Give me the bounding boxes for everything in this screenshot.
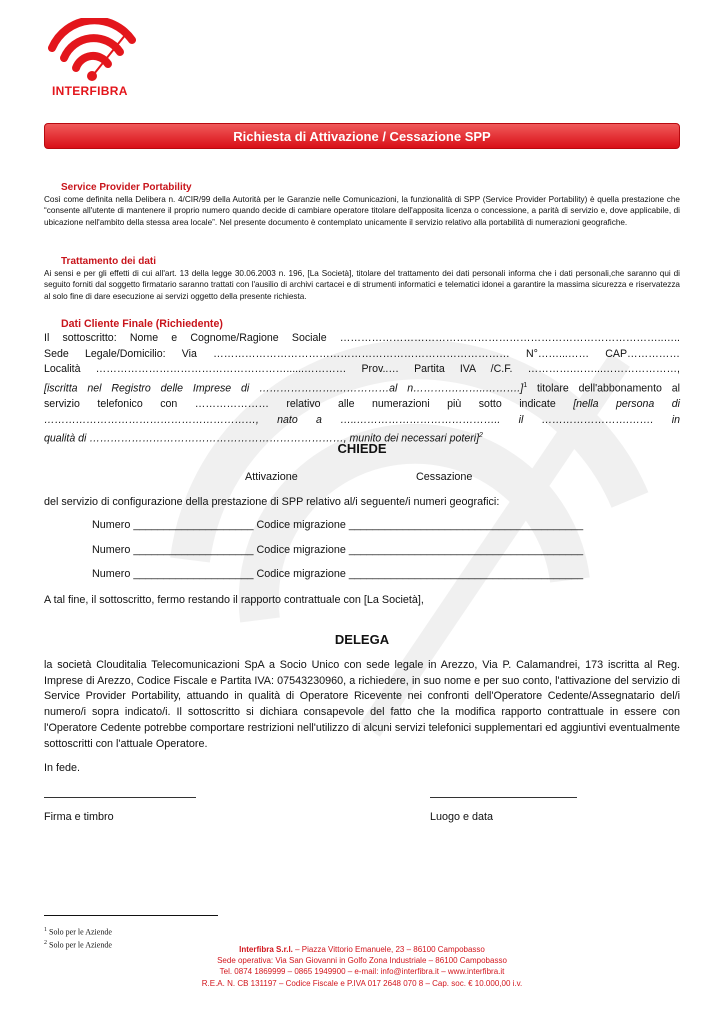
role-text: qualità di ………………………………………………………………, munito dei necessari poteri]: [44, 432, 480, 445]
privacy-heading: Trattamento dei dati: [61, 256, 157, 267]
client-line-name: Il sottoscritto: Nome e Cognome/Ragione Sociale ………………………………………………………………………………..…..: [44, 332, 680, 344]
chiede-heading: CHIEDE: [337, 441, 387, 456]
in-fede: In fede.: [44, 762, 81, 774]
number-row-2: [92, 544, 583, 556]
service-text: servizio telefonico con ………………… relativo alle numerazioni più sotto indicate: [44, 397, 574, 410]
migration-code-field-3[interactable]: Codice migrazione _______________________________________: [256, 568, 584, 580]
number-field-1[interactable]: Numero ____________________: [92, 519, 254, 531]
footnote-separator: [44, 915, 218, 916]
option-cessation[interactable]: Cessazione: [416, 471, 473, 483]
signature-line-left[interactable]: [44, 797, 196, 798]
number-row-3: [92, 568, 583, 580]
footer-line-4: R.E.A. N. CB 131197 – Codice Fiscale e P.IVA 017 2648 070 8 – Cap. soc. € 10.000,00 i.v.: [201, 978, 523, 988]
chiede-intro: del servizio di configurazione della prestazione di SPP relativo al/i seguente/i numeri geografici:: [44, 496, 500, 508]
footnote-1: $^1$ Solo per le Aziende: [44, 927, 112, 937]
footer-line-2: Sede operativa: Via San Giovanni in Golfo Zona Industriale – 86100 Campobasso: [217, 956, 507, 966]
spp-text: Così come definita nella Delibera n. 4/CIR/99 della Autorità per le Garanzie nelle Comunicazioni, la funzionalità di SPP (Service Provider Portability) è quella prestazione che “consente all'utente di mantenere il proprio numero quando decide di cambiare operatore titolare dell'apposita licenza o concessione, a parità di servizio e, dove applicabile, di ubicazione nell'ambito della stessa area locale”. Nel presente documento è contemplato unicamente il servizio relativo alla portabilità di numerazioni geografiche.: [44, 195, 680, 227]
footnote-ref-2: 2: [479, 432, 483, 440]
footnote-2: $^2$ Solo per le Aziende: [44, 939, 112, 950]
page-footer: [0, 944, 724, 989]
document-title: Richiesta di Attivazione / Cessazione SPP: [44, 123, 680, 149]
client-line-locality: Località ………………………………………………......………… Prov..… Partita IVA /C.F. ………….……...…………………,: [44, 363, 680, 376]
spp-heading: Service Provider Portability: [61, 182, 192, 193]
signature-line-right[interactable]: [430, 797, 577, 798]
number-field-3[interactable]: Numero ____________________: [92, 568, 254, 580]
footer-line-1: Interfibra S.r.l. – Piazza Vittorio Emanuele, 23 – 86100 Campobasso: [239, 945, 485, 954]
number-row-1: [92, 519, 583, 531]
place-date-label: Luogo e data: [430, 811, 494, 823]
migration-code-field-2[interactable]: Codice migrazione _______________________________________: [256, 544, 584, 556]
delega-text: la società Clouditalia Telecomunicazioni SpA a Socio Unico con sede legale in Arezzo, Via P. Calamandrei, 173 iscritta al Reg. Imprese di Arezzo, Codice Fiscale e Partita IVA: 07543230960, a richiedere, in suo nome e per suo conto, l'attivazione del servizio di Service Provider Portability, attuando in qualità di Operatore Ricevente nei confronti dell'Operatore Cedente/Assegnatario del/i numero/i sopra indicato/i. Il sottoscritto si dichiara consapevole del fatto che la modifica rapporto contrattuale in essere con l'Operatore Cedente potrebbe comportare restrizioni nell'utilizzo di alcuni servizi telefonici supplementari ed aggiuntivi eventualmente sottoscritti con l'attuale Operatore.: [44, 659, 680, 750]
number-field-2[interactable]: Numero ____________________: [92, 544, 254, 556]
client-line-registry: [44, 378, 680, 397]
brand-name: INTERFIBRA: [52, 84, 128, 98]
client-data-block: [44, 331, 680, 447]
signature-label: Firma e timbro: [44, 811, 114, 823]
interfibra-logo: [44, 18, 144, 102]
registry-text: [iscritta nel Registro delle Imprese di ………………….……………al n………….……..……….]: [44, 382, 524, 395]
subscription-text: titolare dell'abbonamento al: [527, 382, 680, 395]
client-line-address: Sede Legale/Domicilio: Via ………………………………………………………………………… N°……...…… CAP……………: [44, 347, 680, 360]
person-text: [nella persona di: [573, 397, 680, 410]
client-line-service: [44, 397, 680, 413]
footnote-ref-1: 1: [523, 381, 528, 389]
migration-code-field-1[interactable]: Codice migrazione _______________________________________: [256, 519, 584, 531]
client-heading: Dati Cliente Finale (Richiedente): [61, 318, 223, 330]
delega-heading: DELEGA: [334, 632, 390, 647]
wifi-logo-icon: [44, 18, 144, 86]
privacy-text: Ai sensi e per gli effetti di cui all'art. 13 della legge 30.06.2003 n. 196, [La Società], titolare del trattamento dei dati personali informa che i dati personali,che saranno qui di seguito forniti dal soggetto firmatario saranno trattati con l'ausilio di archivi cartacei e di strumenti informatici e telematici idonei a garantire la massima sicurezza e riservatezza al solo fine di dare esecuzione ai servizi oggetto della presente richiesta.: [44, 269, 680, 301]
chiede-closing: A tal fine, il sottoscritto, fermo restando il rapporto contrattuale con [La Società],: [44, 594, 424, 606]
footer-company: Interfibra S.r.l.: [239, 945, 293, 954]
footer-line-3: Tel. 0874 1869999 – 0865 1949900 – e-mail: info@interfibra.it – www.interfibra.it: [219, 967, 505, 977]
option-activation[interactable]: Attivazione: [245, 471, 298, 483]
client-line-birth: ……………………………………………………, nato a …..………………………………….. il …………………….……. in: [44, 413, 680, 426]
